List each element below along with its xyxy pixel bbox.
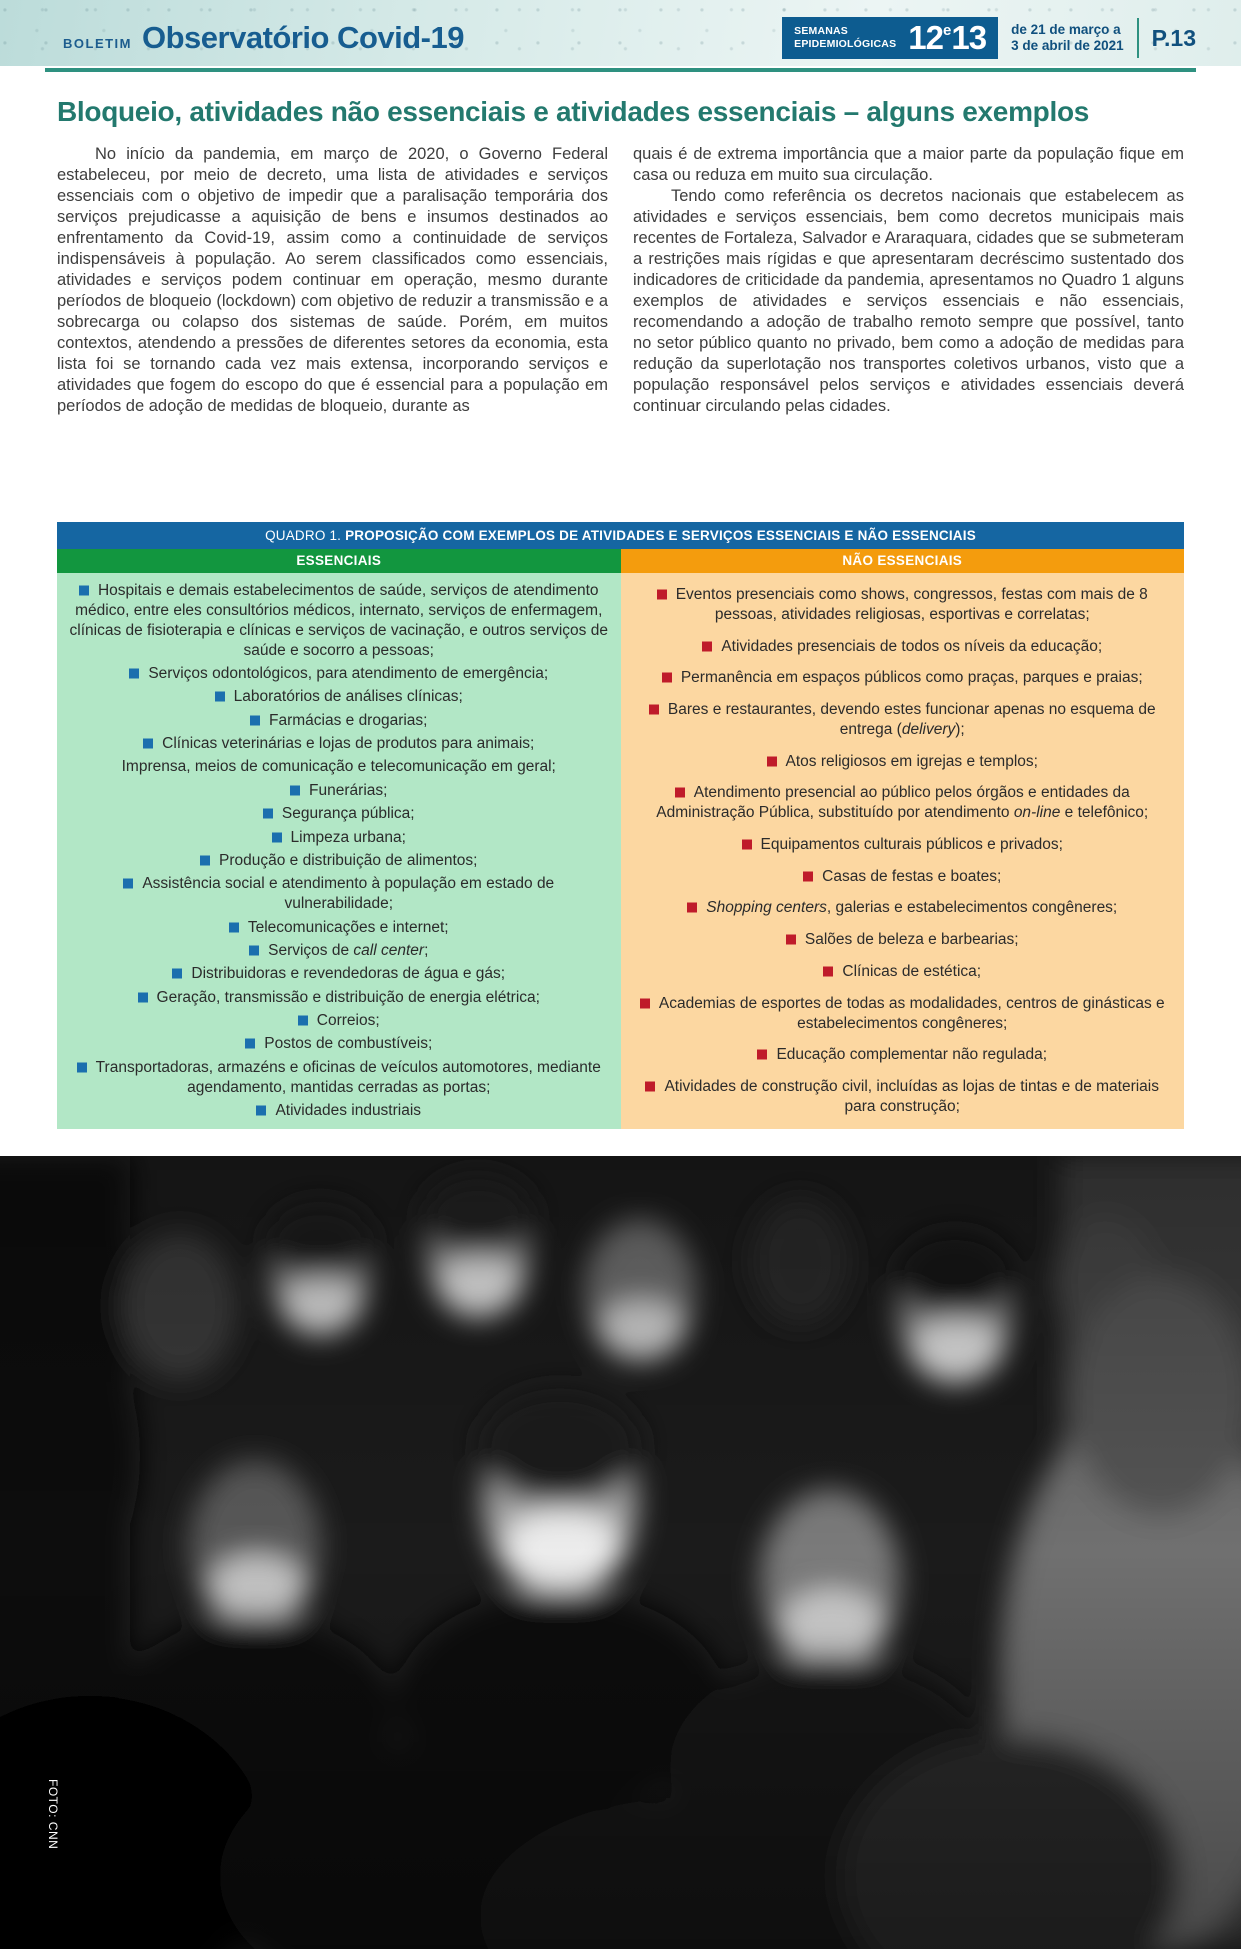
list-item: Clínicas veterinárias e lojas de produtos para animais;: [69, 734, 609, 754]
square-bullet-icon: [645, 1081, 655, 1091]
quadro-column-headers: [57, 549, 1184, 574]
square-bullet-icon: [229, 922, 239, 932]
list-item: Atividades presenciais de todos os níveis da educação;: [633, 637, 1173, 657]
list-item: Permanência em espaços públicos como praças, parques e praias;: [633, 668, 1173, 688]
square-bullet-icon: [172, 969, 182, 979]
square-bullet-icon: [250, 715, 260, 725]
quadro-title-bar: [57, 522, 1184, 549]
square-bullet-icon: [215, 692, 225, 702]
list-item: Funerárias;: [69, 781, 609, 801]
square-bullet-icon: [290, 785, 300, 795]
square-bullet-icon: [757, 1050, 767, 1060]
list-item: Atendimento presencial ao público pelos órgãos e entidades da Administração Pública, substituído por atendimento on-line e telefônico;: [656, 784, 1149, 822]
list-item: Limpeza urbana;: [69, 828, 609, 848]
date-range: [1011, 22, 1124, 54]
boletim-label: BOLETIM: [63, 36, 132, 51]
list-item: Academias de esportes de todas as modalidades, centros de ginásticas e estabelecimentos congêneres;: [633, 994, 1173, 1034]
square-bullet-icon: [803, 871, 813, 881]
square-bullet-icon: [662, 673, 672, 683]
article-title: Bloqueio, atividades não essenciais e atividades essenciais – alguns exemplos: [57, 96, 1090, 127]
masthead-title: Observatório Covid-19: [142, 20, 464, 55]
paragraph: No início da pandemia, em março de 2020, o Governo Federal estabeleceu, por meio de decreto, uma lista de atividades e serviços essenciais com o objetivo de impedir que a paralisação temporária dos serviços prejudicasse a aquisição de bens e insumos destinados ao enfrentamento da Covid-19, assim como a continuidade de serviços indispensáveis à população. Ao serem classificados como essenciais, atividades e serviços podem continuar em operação, mesmo durante períodos de bloqueio (lockdown) com objetivo de reduzir a transmissão e a sobrecarga ou colapso dos sistemas de saúde. Porém, em muitos contextos, atendendo a pressões de diferentes setores da economia, esta lista foi se tornando cada vez mais extensa, incorporando serviços e atividades que fogem do escopo do que é essencial para a população em períodos de adoção de medidas de bloqueio, durante as: [57, 145, 608, 415]
list-item: Salões de beleza e barbearias;: [633, 930, 1173, 950]
list-item: Hospitais e demais estabelecimentos de saúde, serviços de atendimento médico, entre eles consultórios médicos, internato, serviços de enfermagem, clínicas de fisioterapia e clínicas e serviços de vacinação, e outros serviços de saúde e socorro a pessoas;: [69, 581, 608, 659]
list-item: Telecomunicações e internet;: [69, 918, 609, 938]
quadro-1-table: [57, 522, 1184, 1129]
paragraph: quais é de extrema importância que a maior parte da população fique em casa ou reduza em muito sua circulação.: [633, 145, 1184, 184]
date-range-line2: 3 de abril de 2021: [1011, 38, 1124, 53]
photo-credit: FOTO: CNN: [46, 1778, 60, 1849]
non-essential-items-list: [621, 573, 1185, 1129]
masthead-meta: [782, 17, 1196, 59]
crowd-photo: [0, 1156, 1241, 1949]
square-bullet-icon: [79, 585, 89, 595]
list-item: Imprensa, meios de comunicação e telecomunicação em geral;: [121, 758, 556, 776]
weeks-badge-label: [794, 25, 896, 50]
list-item: Casas de festas e boates;: [633, 867, 1173, 887]
square-bullet-icon: [786, 935, 796, 945]
masthead-rule: [45, 68, 1196, 72]
list-item: Correios;: [69, 1011, 609, 1031]
square-bullet-icon: [129, 669, 139, 679]
list-item: Segurança pública;: [69, 804, 609, 824]
week-number-1: 12: [908, 19, 944, 56]
article-column-left: [57, 144, 608, 522]
week-number-2: 13: [951, 19, 987, 56]
square-bullet-icon: [767, 756, 777, 766]
list-item: Equipamentos culturais públicos e privados;: [633, 835, 1173, 855]
crowd-photo-illustration: [0, 1156, 1241, 1949]
masthead: [0, 0, 1241, 66]
column-header-essential: ESSENCIAIS: [57, 549, 621, 574]
square-bullet-icon: [263, 809, 273, 819]
square-bullet-icon: [256, 1106, 266, 1116]
list-item: Educação complementar não regulada;: [633, 1045, 1173, 1065]
square-bullet-icon: [123, 879, 133, 889]
weeks-connector: e: [943, 22, 952, 39]
weeks-numbers: [908, 21, 986, 54]
article-body: [57, 144, 1184, 522]
list-item: Postos de combustíveis;: [69, 1034, 609, 1054]
square-bullet-icon: [649, 704, 659, 714]
list-item: Bares e restaurantes, devendo estes funcionar apenas no esquema de entrega (delivery);: [633, 700, 1173, 740]
vertical-divider: [1137, 18, 1139, 58]
list-item: Laboratórios de análises clínicas;: [69, 687, 609, 707]
essential-items-list: [57, 573, 621, 1129]
list-item: Transportadoras, armazéns e oficinas de veículos automotores, mediante agendamento, mantidas cerradas as portas;: [69, 1058, 609, 1098]
square-bullet-icon: [143, 739, 153, 749]
list-item: Assistência social e atendimento à população em estado de vulnerabilidade;: [69, 874, 609, 914]
square-bullet-icon: [687, 903, 697, 913]
square-bullet-icon: [249, 945, 259, 955]
list-item: Shopping centers, galerias e estabelecimentos congêneres;: [633, 898, 1173, 918]
weeks-label-line2: EPIDEMIOLÓGICAS: [794, 37, 897, 50]
square-bullet-icon: [272, 832, 282, 842]
date-range-line1: de 21 de março a: [1011, 21, 1121, 37]
square-bullet-icon: [823, 966, 833, 976]
list-item: Atos religiosos em igrejas e templos;: [633, 752, 1173, 772]
list-item: Clínicas de estética;: [633, 962, 1173, 982]
epidemiological-weeks-badge: [782, 17, 998, 59]
square-bullet-icon: [298, 1016, 308, 1026]
square-bullet-icon: [657, 589, 667, 599]
square-bullet-icon: [640, 998, 650, 1008]
weeks-label-line1: SEMANAS: [794, 24, 849, 37]
list-item: Serviços odontológicos, para atendimento de emergência;: [69, 664, 609, 684]
list-item: Atividades industriais: [69, 1101, 609, 1121]
page-number: P.13: [1151, 24, 1196, 51]
quadro-body: [57, 573, 1184, 1129]
square-bullet-icon: [138, 992, 148, 1002]
column-header-non-essential: NÃO ESSENCIAIS: [621, 549, 1185, 574]
list-item: Eventos presenciais como shows, congressos, festas com mais de 8 pessoas, atividades religiosas, esportivas e correlatas;: [633, 585, 1173, 625]
list-item: Farmácias e drogarias;: [69, 711, 609, 731]
masthead-brand: [63, 20, 464, 56]
quadro-title-main: PROPOSIÇÃO COM EXEMPLOS DE ATIVIDADES E SERVIÇOS ESSENCIAIS E NÃO ESSENCIAIS: [345, 527, 976, 543]
square-bullet-icon: [675, 788, 685, 798]
quadro-title-prefix: QUADRO 1.: [265, 527, 342, 543]
list-item: Distribuidoras e revendedoras de água e gás;: [69, 964, 609, 984]
paragraph: Tendo como referência os decretos nacionais que estabelecem as atividades e serviços essenciais, bem como decretos municipais mais recentes de Fortaleza, Salvador e Araraquara, cidades que se submeteram a restrições mais rígidas e que apresentaram decréscimo sustentado dos indicadores de criticidade da pandemia, apresentamos no Quadro 1 alguns exemplos de atividades e serviços essenciais e não essenciais, recomendando a adoção de trabalho remoto sempre que possível, tanto no setor público quanto no privado, bem como a adoção de medidas para redução da superlotação nos transportes coletivos urbanos, visto que a população responsável pelos serviços e atividades essenciais deverá continuar circulando pelas cidades.: [633, 187, 1184, 415]
square-bullet-icon: [702, 641, 712, 651]
square-bullet-icon: [742, 840, 752, 850]
list-item: Atividades de construção civil, incluídas as lojas de tintas e de materiais para construção;: [633, 1077, 1173, 1117]
square-bullet-icon: [245, 1039, 255, 1049]
square-bullet-icon: [77, 1062, 87, 1072]
list-item: Produção e distribuição de alimentos;: [69, 851, 609, 871]
list-item: Geração, transmissão e distribuição de energia elétrica;: [69, 988, 609, 1008]
square-bullet-icon: [200, 855, 210, 865]
article-column-right: [633, 144, 1184, 522]
list-item: Serviços de call center;: [69, 941, 609, 961]
